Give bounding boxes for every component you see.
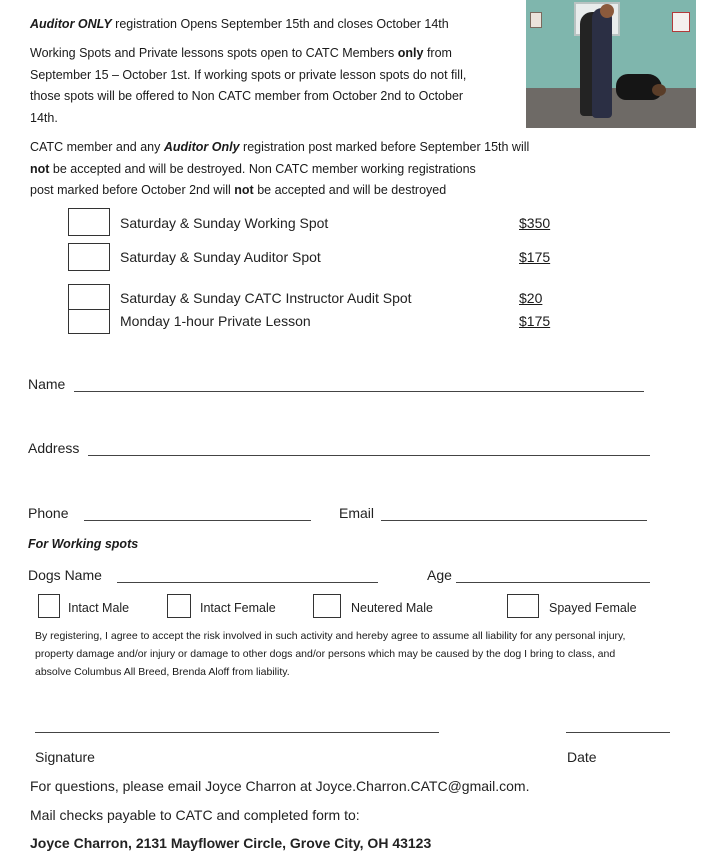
address-field[interactable]	[88, 455, 650, 456]
date-field[interactable]	[566, 732, 670, 733]
neutered-male-checkbox[interactable]	[313, 594, 341, 618]
spayed-female-checkbox[interactable]	[507, 594, 539, 618]
address-label: Address	[28, 440, 80, 456]
photo-handler-head	[600, 4, 614, 18]
working-spot-price: $350	[519, 215, 551, 231]
questions-contact: For questions, please email Joyce Charron at Joyce.Charron.CATC@gmail.com.	[30, 778, 530, 794]
name-field[interactable]	[74, 391, 644, 392]
waiver-line: property damage and/or injury or damage to other dogs and/or persons which may be caused by the dog I bring to class, and	[35, 648, 616, 660]
intro-line-8	[30, 180, 590, 202]
intro-text: be accepted and will be destroyed	[253, 183, 447, 197]
only-emphasis: only	[397, 46, 424, 60]
email-label: Email	[339, 505, 375, 521]
intro-text: Working Spots and Private lessons spots open to CATC Members	[30, 46, 398, 60]
neutered-male-label: Neutered Male	[351, 601, 433, 615]
intact-male-checkbox[interactable]	[38, 594, 60, 618]
phone-field[interactable]	[84, 520, 311, 521]
intro-paragraph-2	[30, 137, 590, 202]
training-photo	[526, 0, 696, 128]
intro-line-4: those spots will be offered to Non CATC member from October 2nd to October	[30, 89, 464, 103]
auditor-spot-checkbox[interactable]	[68, 243, 110, 271]
liability-waiver	[35, 627, 685, 681]
photo-no-sign	[672, 12, 690, 32]
mailing-address: Joyce Charron, 2131 Mayflower Circle, Grove City, OH 43123	[30, 835, 432, 851]
date-label: Date	[567, 749, 597, 765]
intro-line-3: September 15 – October 1st. If working spots or private lesson spots do not fill,	[30, 67, 467, 82]
intact-female-label: Intact Female	[200, 601, 276, 615]
auditor-spot-price: $175	[519, 249, 551, 265]
signature-field[interactable]	[35, 732, 439, 733]
intro-line-2	[30, 43, 520, 65]
mail-instructions: Mail checks payable to CATC and completed form to:	[30, 807, 360, 823]
private-lesson-price: $175	[519, 313, 551, 329]
instructor-audit-label: Saturday & Sunday CATC Instructor Audit Spot	[120, 290, 412, 306]
intro-line-5: 14th.	[30, 110, 58, 125]
dogs-name-label: Dogs Name	[28, 567, 102, 583]
intro-line-7	[30, 159, 590, 181]
waiver-line: absolve Columbus All Breed, Brenda Aloff from liability.	[35, 666, 290, 678]
intro-text: post marked before October 2nd will	[30, 183, 235, 197]
intro-text: CATC member and any	[30, 140, 164, 154]
working-spots-heading: For Working spots	[28, 537, 139, 551]
spayed-female-label: Spayed Female	[549, 601, 637, 615]
intro-line-1	[30, 14, 449, 36]
intro-text: be accepted and will be destroyed. Non CATC member working registrations	[49, 161, 476, 176]
not-emphasis: not	[30, 161, 50, 176]
email-field[interactable]	[381, 520, 647, 521]
working-spot-checkbox[interactable]	[68, 208, 110, 236]
private-lesson-label: Monday 1-hour Private Lesson	[120, 313, 311, 329]
auditor-spot-label: Saturday & Sunday Auditor Spot	[120, 249, 321, 265]
intro-line-6	[30, 137, 590, 159]
photo-dog-head	[652, 84, 666, 96]
phone-label: Phone	[28, 505, 69, 521]
intact-male-label: Intact Male	[68, 601, 130, 615]
photo-wall-sign	[530, 12, 542, 28]
instructor-audit-price: $20	[519, 290, 543, 306]
instructor-audit-checkbox[interactable]	[68, 284, 110, 310]
age-label: Age	[427, 567, 452, 583]
private-lesson-checkbox[interactable]	[68, 309, 110, 334]
auditor-only-emphasis: Auditor Only	[163, 140, 240, 154]
not-emphasis: not	[234, 183, 254, 197]
auditor-only-emphasis: Auditor ONLY	[30, 17, 112, 31]
dogs-name-field[interactable]	[117, 582, 378, 583]
intro-text: registration Opens September 15th and closes October 14th	[111, 17, 449, 31]
intro-text: registration post marked before September 15th will	[239, 140, 530, 154]
intro-paragraph-1	[30, 43, 520, 129]
signature-label: Signature	[35, 749, 95, 765]
intact-female-checkbox[interactable]	[167, 594, 191, 618]
photo-handler	[592, 8, 612, 118]
waiver-line: By registering, I agree to accept the risk involved in such activity and hereby agree to assume all liability for any personal injury,	[35, 630, 626, 642]
age-field[interactable]	[456, 582, 650, 583]
intro-text: from	[423, 46, 452, 60]
name-label: Name	[28, 376, 66, 392]
working-spot-label: Saturday & Sunday Working Spot	[120, 215, 329, 231]
